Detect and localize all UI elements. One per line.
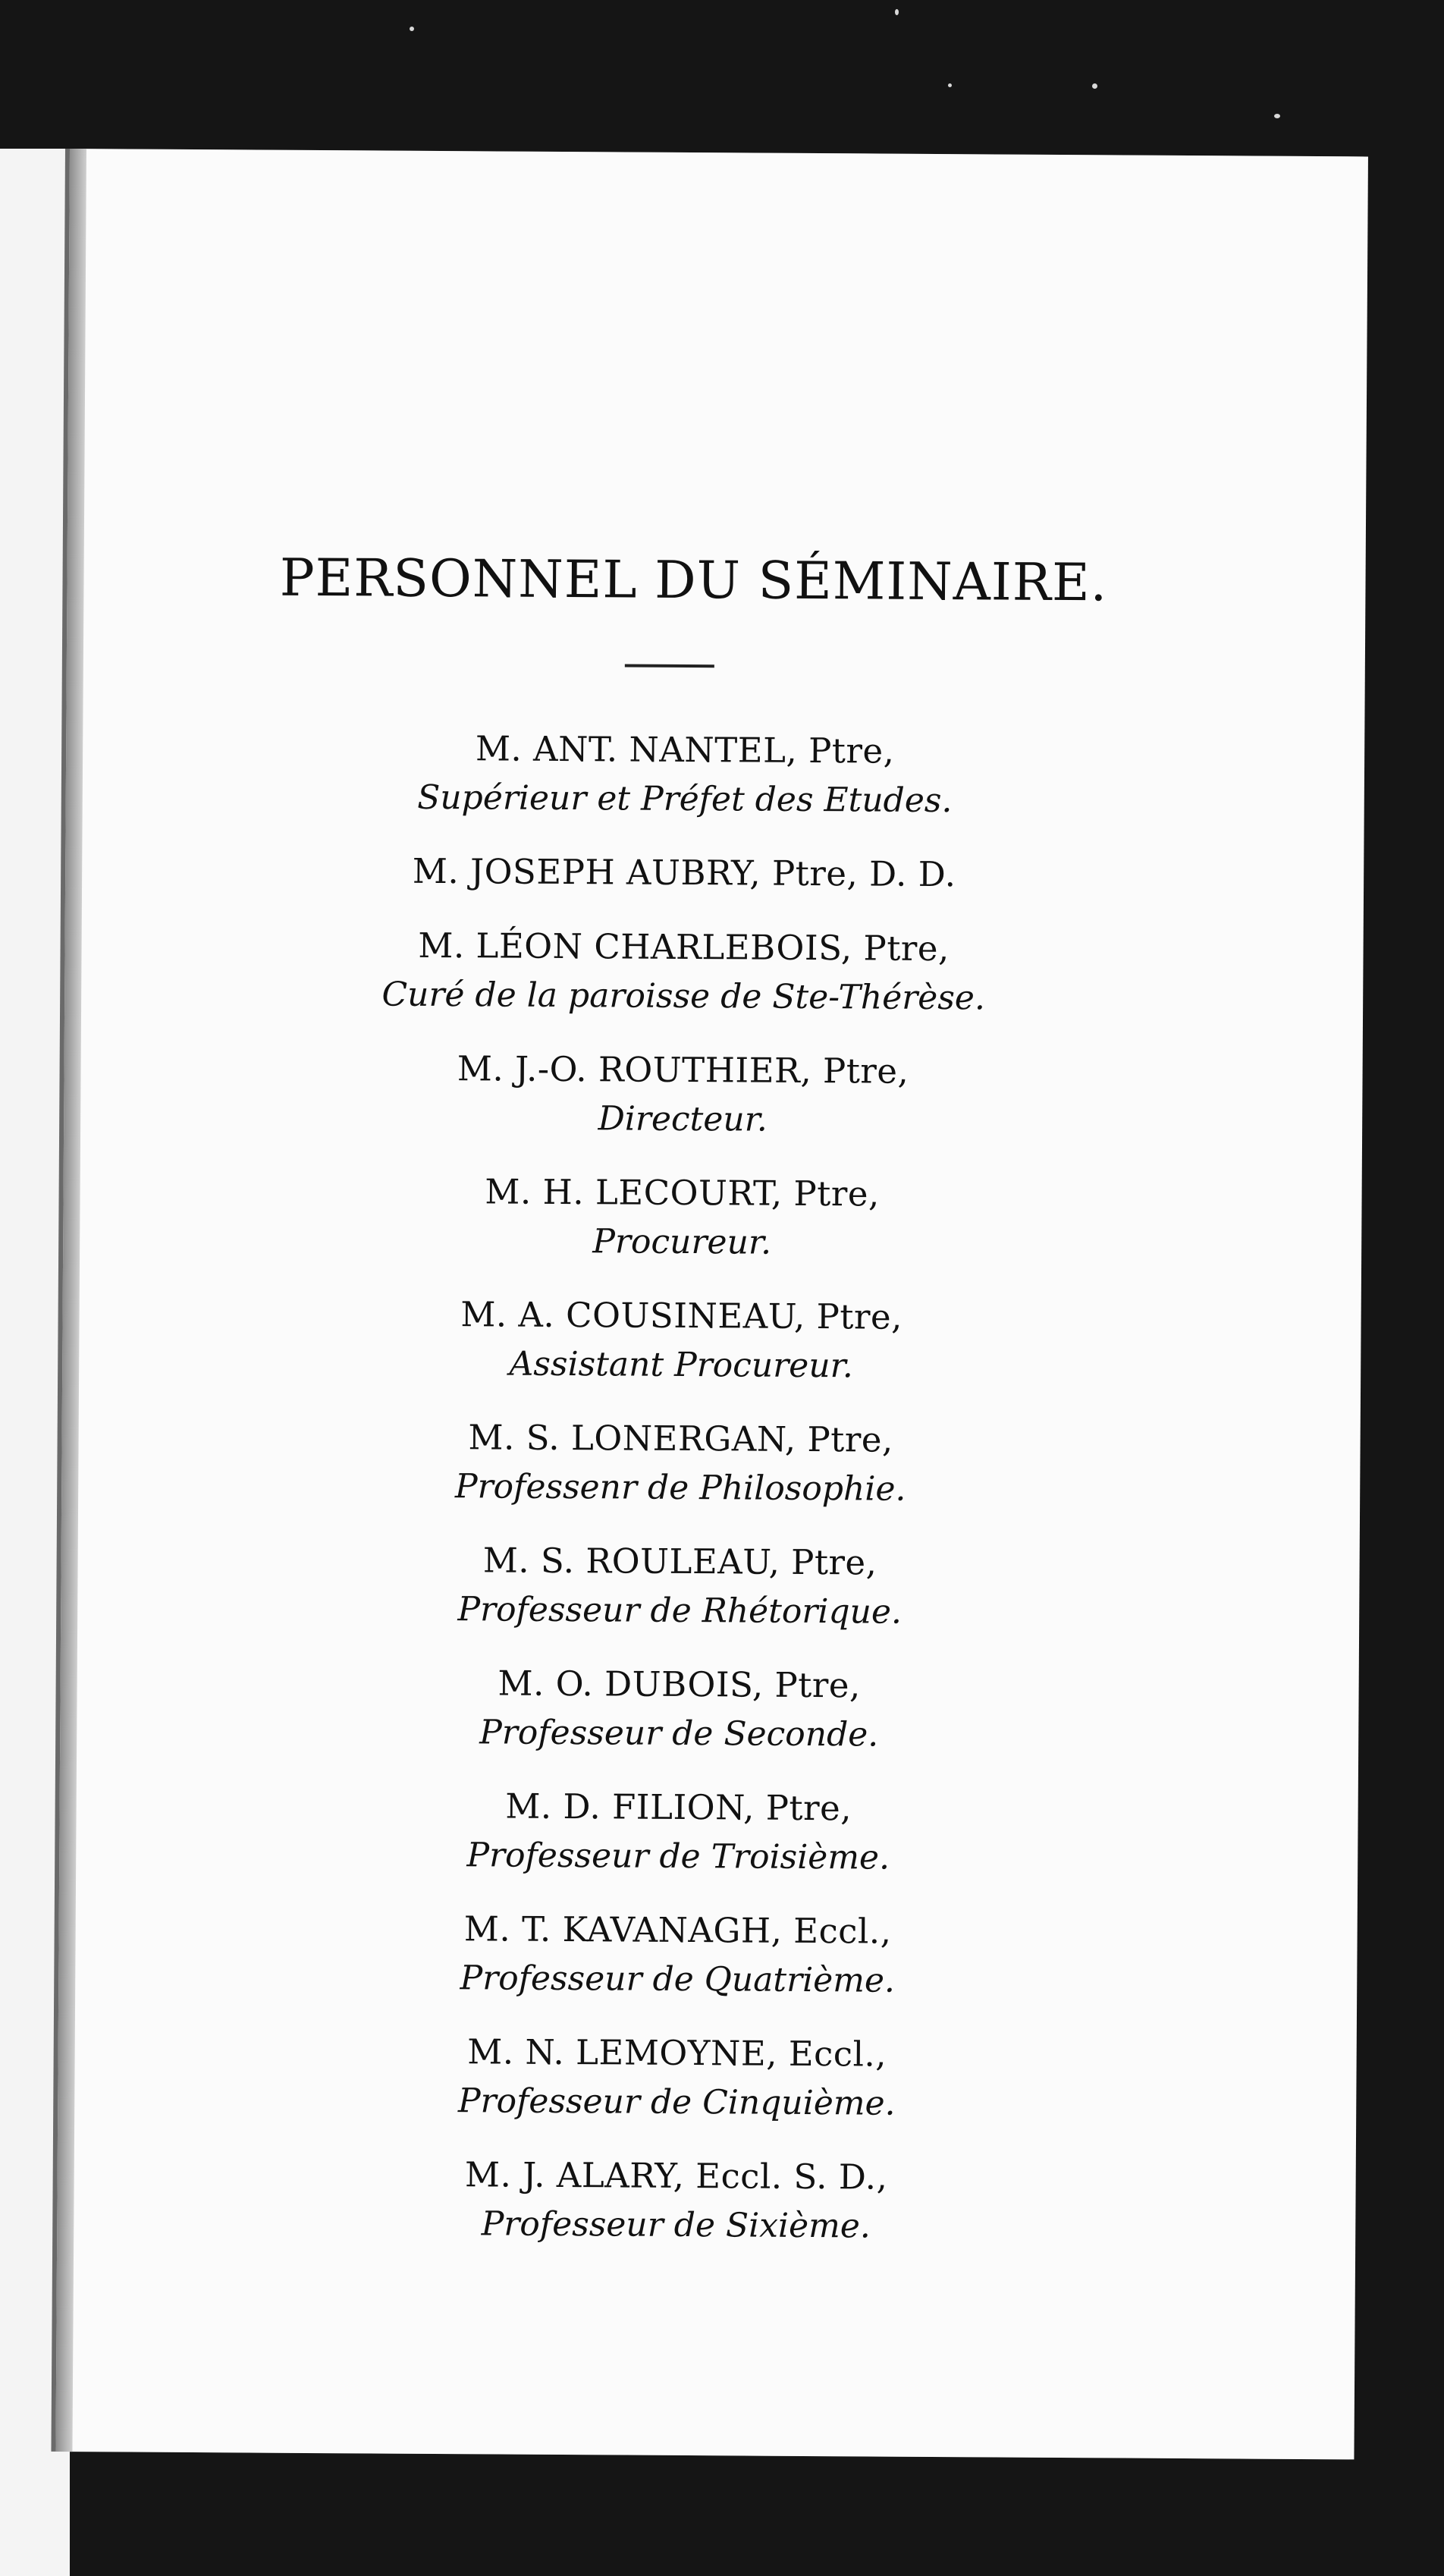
staff-entry — [29, 1779, 1328, 1885]
staff-entry — [31, 1410, 1330, 1516]
dust-speck — [1274, 114, 1280, 118]
staff-name: M. J.-O. ROUTHIER, Ptre, — [457, 1048, 909, 1092]
staff-name: M. JOSEPH AUBRY, Ptre, D. D. — [412, 850, 956, 895]
staff-role: Professeur de Cinquième. — [457, 2081, 896, 2123]
staff-entry — [27, 2025, 1326, 2131]
staff-entry — [30, 1656, 1329, 1762]
dust-speck — [410, 27, 414, 31]
staff-entry — [35, 844, 1333, 902]
staff-name: M. ANT. NANTEL, Ptre, — [475, 728, 895, 771]
staff-role: Supérieur et Préfet des Etudes. — [417, 778, 953, 821]
staff-role: Professeur de Troisième. — [466, 1836, 890, 1877]
staff-role: Procureur. — [592, 1222, 772, 1262]
staff-entry — [28, 1902, 1327, 2008]
staff-entry — [30, 1533, 1329, 1639]
staff-name: M. O. DUBOIS, Ptre, — [498, 1663, 861, 1706]
staff-role: Assistant Procureur. — [509, 1344, 853, 1386]
page-title: PERSONNEL DU SÉMINAIRE. — [279, 548, 1108, 614]
staff-role: Directeur. — [598, 1099, 768, 1139]
staff-list — [27, 721, 1334, 2278]
staff-role: Professeur de Seconde. — [479, 1713, 879, 1755]
staff-entry — [33, 1041, 1333, 1148]
staff-name: M. LÉON CHARLEBOIS, Ptre, — [418, 925, 950, 969]
staff-name: M. T. KAVANAGH, Eccl., — [463, 1908, 892, 1952]
dust-speck — [1092, 83, 1097, 89]
staff-name: M. D. FILION, Ptre, — [505, 1786, 852, 1829]
staff-name: M. H. LECOURT, Ptre, — [485, 1171, 880, 1214]
staff-entry — [32, 1287, 1331, 1393]
staff-entry — [34, 919, 1333, 1025]
staff-name: M. A. COUSINEAU, Ptre, — [460, 1294, 903, 1337]
staff-name: M. J. ALARY, Eccl. S. D., — [464, 2154, 888, 2197]
dust-speck — [948, 83, 952, 87]
staff-entry — [33, 1164, 1332, 1271]
staff-role: Professeur de Rhétorique. — [457, 1590, 902, 1632]
staff-name: M. S. ROULEAU, Ptre, — [482, 1540, 877, 1583]
staff-entry — [27, 2147, 1326, 2254]
staff-role: Professeur de Sixième. — [481, 2204, 871, 2246]
staff-name: M. S. LONERGAN, Ptre, — [468, 1417, 893, 1460]
title-divider — [625, 664, 714, 668]
staff-role: Curé de la paroisse de Ste-Thérèse. — [381, 975, 986, 1018]
staff-name: M. N. LEMOYNE, Eccl., — [467, 2031, 887, 2075]
document-page — [55, 149, 1368, 2459]
staff-role: Professeur de Quatrième. — [460, 1959, 896, 2000]
dust-speck — [895, 9, 899, 15]
staff-entry — [36, 721, 1335, 828]
staff-role: Professenr de Philosophie. — [454, 1467, 906, 1509]
